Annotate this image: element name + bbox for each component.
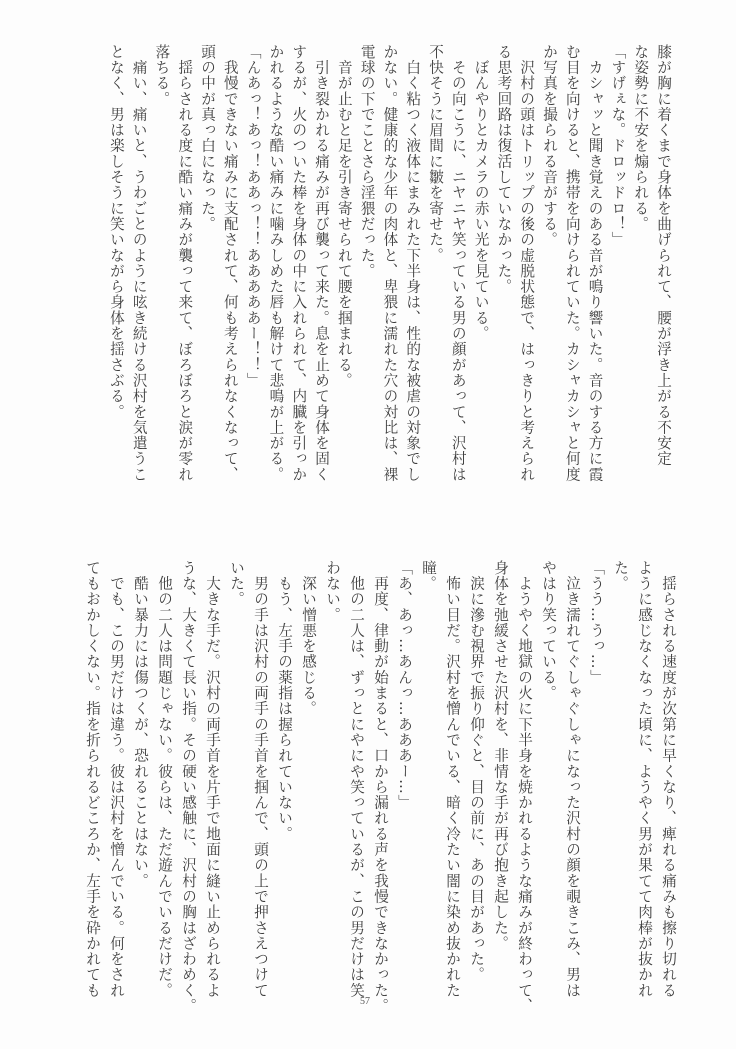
text-line: 引き裂かれる痛みが再び襲って来た。息を止めて身体を固く	[313, 44, 331, 483]
text-line: でも、この男だけは違う。彼は沢村を憎んでいる。何をされ	[108, 560, 125, 999]
text-line: 再度、律動が始まると、口から漏れる声を我慢できなかった。	[372, 560, 389, 1014]
text-line: 電球の下でことさら淫猥だった。	[358, 44, 376, 279]
text-line: 怖い目だ。沢村を憎んでいる、暗く冷たい闇に染め抜かれた	[444, 560, 461, 999]
text-line: 我慢できない痛みに支配されて、何も考えられなくなって、	[221, 44, 239, 483]
text-line: 男の手は沢村の両手の手首を掴んで、頭の上で押さえつけて	[252, 560, 269, 999]
text-line: む目を向けると、携帯を向けられていた。カシャカシャと何度	[563, 44, 581, 483]
text-line: やはり笑っている。	[540, 560, 557, 701]
text-line: 涙に滲む視界で振り仰ぐと、目の前に、あの目があった。	[468, 560, 485, 983]
text-line: 沢村の頭はトリップの後の虚脱状態で、はっきりと考えられ	[518, 44, 536, 483]
text-line: うな、大きくて長い指。その硬い感触に、沢村の胸はざわめく。	[180, 560, 197, 1014]
text-line: 他の二人は問題じゃない。彼らは、ただ遊んでいるだけだ。	[156, 560, 173, 999]
text-line: てもおかしくない。指を折られるどころか、左手を砕かれても	[84, 560, 101, 999]
text-line: その向こうに、ニヤニヤ笑っている男の顔があって、沢村は	[449, 44, 467, 483]
text-line: 酷い暴力には傷つくが、恐れることはない。	[132, 560, 149, 889]
text-line: かない。健康的な少年の肉体と、卑猥に濡れた穴の対比は、裸	[381, 44, 399, 483]
text-line: 揺らされる度に酷い痛みが襲って来て、ぼろぼろと涙が零れ	[176, 44, 194, 483]
text-line: 身体を弛緩させた沢村を、非情な手が再び抱き起した。	[492, 560, 509, 952]
text-line: 他の二人は、ずっとにやにや笑っているが、この男だけは笑	[348, 560, 365, 999]
text-line: もう、左手の薬指は握られていない。	[276, 560, 293, 842]
text-line: か写真を撮られる音がする。	[541, 44, 559, 248]
text-line: 落ちる。	[153, 44, 171, 107]
text-line: わない。	[324, 560, 341, 623]
text-line: ように感じなくなった頃に、ようやく男が果てて肉棒が抜かれ	[636, 560, 653, 999]
text-line: 大きな手だ。沢村の両手首を片手で地面に縫い止められるよ	[204, 560, 221, 999]
text-line: 「うう…うっ…」	[588, 560, 605, 686]
text-line: な姿勢に不安を煽られる。	[632, 44, 650, 232]
text-line: するが、火のついた棒を身体の中に入れられて、内臓を引っか	[290, 44, 308, 483]
text-line: 音が止むと足を引き寄せられて腰を掴まれる。	[335, 44, 353, 389]
text-line: かれるような酷い痛みに噛みしめた唇も解けて悲鳴が上がる。	[267, 44, 285, 483]
text-line: 揺らされる速度が次第に早くなり、痺れる痛みも擦り切れる	[660, 560, 677, 999]
text-line: 瞳。	[420, 560, 437, 592]
text-line: いた。	[228, 560, 245, 607]
page-number: 57	[360, 996, 370, 1007]
upper-text-block	[102, 44, 674, 504]
text-line: カシャッと聞き覚えのある音が鳴り響いた。音のする方に霞	[586, 44, 604, 483]
text-line: 「あ、あっ…あんっ…あああー…」	[396, 560, 413, 811]
text-line: る思考回路は復活していなかった。	[495, 44, 513, 295]
text-line: となく、男は楽しそうに笑いながら身体を揺さぶる。	[107, 44, 125, 420]
text-line: 「んあっ！あっ！ああっ！！あああああー！！」	[244, 44, 262, 389]
text-line: ぼんやりとカメラの赤い光を見ている。	[472, 44, 490, 342]
text-line: 泣き濡れてぐしゃぐしゃになった沢村の顔を覗きこみ、男は	[564, 560, 581, 999]
text-line: ようやく地獄の火に下半身を焼かれるような痛みが終わって、	[516, 560, 533, 1014]
text-line: た。	[612, 560, 629, 592]
text-line: 膝が胸に着くまで身体を曲げられて、腰が浮き上がる不安定	[655, 44, 672, 467]
text-line: 白く粘つく液体にまみれた下半身は、性的な被虐の対象でし	[404, 44, 422, 483]
text-line: 深い憎悪を感じる。	[300, 560, 317, 717]
text-line: 頭の中が真っ白になった。	[199, 44, 217, 232]
text-line: 痛い、痛いと、うわごとのように呟き続ける沢村を気遣うこ	[130, 44, 148, 483]
text-line: 不快そうに眉間に皺を寄せた。	[427, 44, 445, 264]
text-line: 「すげぇな。ドロッドロ！」	[609, 44, 627, 248]
